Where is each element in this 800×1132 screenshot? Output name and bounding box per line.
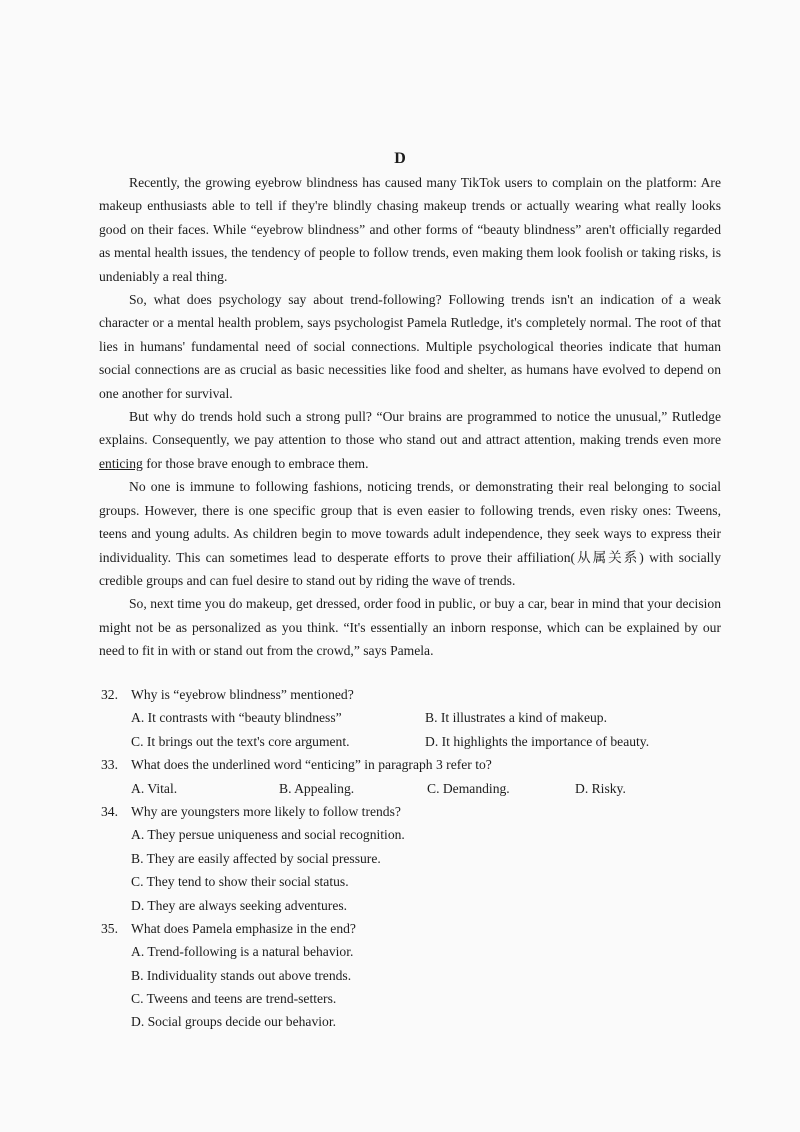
option-a: A. Vital. xyxy=(131,780,178,796)
question-number: 33. xyxy=(101,757,118,773)
paragraph-2: So, what does psychology say about trend-following? Following trends isn't an indication of a weak character or a mental health problem, says psychologist Pamela Rutledge, it's completely normal. The root of that lies in humans' fundamental need of social connections. Multiple psychological theories indicate that human social connections are as crucial as basic necessities like food and shelter, as humans have evolved to depend on one another for survival. xyxy=(99,292,721,401)
option-b: B. Individuality stands out above trends. xyxy=(131,967,352,983)
question-text: Why is “eyebrow blindness” mentioned? xyxy=(131,687,354,702)
paragraph-3 xyxy=(99,405,721,475)
option-b: B. They are easily affected by social pressure. xyxy=(131,850,381,866)
question-32 xyxy=(101,683,721,706)
paragraph-5: So, next time you do makeup, get dressed, order food in public, or buy a car, bear in mind that your decision might not be as personalized as you think. “It's essentially an inborn response, which can be explained by our need to fit in with or stand out from the crowd,” says Pamela. xyxy=(99,596,721,659)
paragraph-1: Recently, the growing eyebrow blindness has caused many TikTok users to complain on the platform: Are makeup enthusiasts able to tell if they're blindly chasing makeup trends or actually wearing what really looks good on their faces. While “eyebrow blindness” and other forms of “beauty blindness” aren't officially regarded as mental health issues, the tendency of people to follow trends, even making them look foolish or taking risks, is undeniably a real thing. xyxy=(99,175,721,284)
options-row xyxy=(101,777,721,800)
option-b: B. It illustrates a kind of makeup. xyxy=(425,710,607,726)
question-33 xyxy=(101,753,721,776)
section-title: D xyxy=(394,150,406,167)
option-c: C. Demanding. xyxy=(427,780,510,796)
question-text: Why are youngsters more likely to follow trends? xyxy=(131,803,401,819)
question-number: 32. xyxy=(101,687,118,702)
underlined-word: enticing xyxy=(99,455,143,471)
option-b: B. Appealing. xyxy=(279,780,355,796)
question-34 xyxy=(101,800,721,823)
paragraph-3-text-after: for those brave enough to embrace them. xyxy=(142,455,369,471)
question-number: 34. xyxy=(101,803,118,819)
question-text: What does the underlined word “enticing” in paragraph 3 refer to? xyxy=(131,757,492,773)
option-c: C. Tweens and teens are trend-setters. xyxy=(131,991,337,1007)
options-row xyxy=(101,730,721,753)
option-a: A. It contrasts with “beauty blindness” xyxy=(131,710,342,726)
paragraph-4: No one is immune to following fashions, noticing trends, or demonstrating their real belonging to social groups. However, there is one specific group that is even easier to following trends, even risky ones: Tweens, teens and young adults. As children begin to move towards adult independence, they seek ways to express their individuality. This can sometimes lead to desperate efforts to prove their affiliation(从属关系) with socially credible groups and can fuel desire to stand out by riding the wave of trends. xyxy=(99,479,721,588)
question-number: 35. xyxy=(101,920,118,936)
reading-passage xyxy=(99,171,721,663)
question-text: What does Pamela emphasize in the end? xyxy=(131,920,356,936)
option-d: D. They are always seeking adventures. xyxy=(131,897,348,913)
option-d: D. Risky. xyxy=(575,780,626,796)
options-row xyxy=(101,706,721,729)
option-c: C. They tend to show their social status. xyxy=(131,874,349,890)
option-a: A. They persue uniqueness and social recognition. xyxy=(131,827,405,843)
question-35 xyxy=(101,917,721,940)
option-d: D. Social groups decide our behavior. xyxy=(131,1014,336,1030)
questions xyxy=(101,683,721,1034)
option-d: D. It highlights the importance of beauty. xyxy=(425,733,650,749)
paragraph-3-text-before: But why do trends hold such a strong pull? “Our brains are programmed to notice the unusual,” Rutledge explains. Consequently, we pay attention to those who stand out and attract attention, making trends even more xyxy=(99,409,721,448)
option-c: C. It brings out the text's core argument. xyxy=(131,733,350,749)
option-a: A. Trend-following is a natural behavior. xyxy=(131,944,354,960)
